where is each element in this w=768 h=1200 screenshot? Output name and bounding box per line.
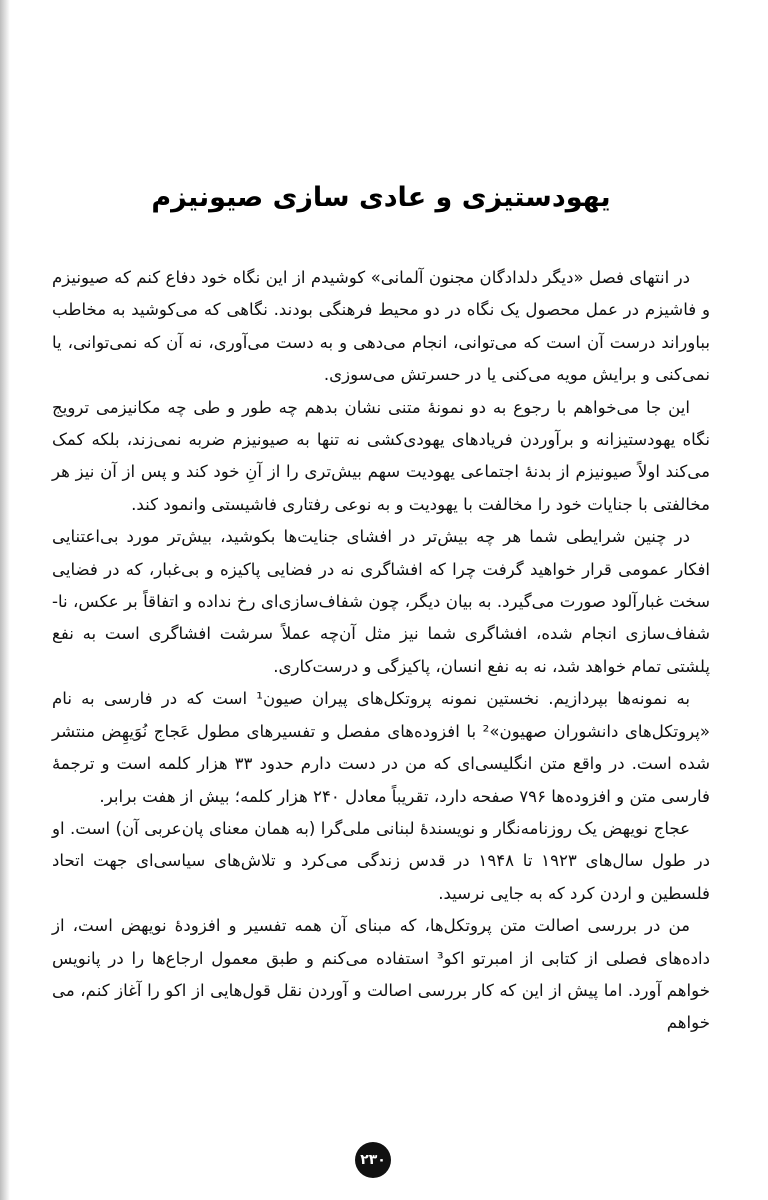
page-content (52, 178, 710, 1040)
paragraph-5: عجاج نویهض یک روزنامه‌نگار و نویسندهٔ لبنانی ملی‌گرا (به همان معنای پان‌عربی آن) است. او در طول سال‌های ۱۹۲۳ تا ۱۹۴۸ در قدس زندگی می‌کرد و تلاش‌های سیاسی‌ای جهت اتحاد فلسطین و اردن کرد که به جایی نرسید. (52, 818, 711, 903)
paragraph-1: در انتهای فصل «دیگر دلدادگان مجنون آلمانی» کوشیدم از این نگاه خود دفاع کنم که صیونیزم و فاشیزم در عمل محصول یک نگاه در دو محیط فرهنگی بودند. نگاهی که می‌کوشید به مخاطب بباوراند درست آن است که می‌توانی، انجام می‌دهی و به دست می‌آوری، نه آن که نمی‌توانی، یا نمی‌کنی و برایش مویه می‌کنی یا در حسرتش می‌سوزی. (52, 268, 710, 385)
chapter-title: یهودستیزی و عادی سازی صیونیزم (151, 182, 611, 213)
page-gutter-shadow (0, 0, 10, 1200)
paragraph-6: من در بررسی اصالت متن پروتکل‌ها، که مبنای آن همه تفسیر و افزودهٔ نویهض است، از داده‌های فصلی از کتابی از امبرتو اکو³ استفاده می‌کنم و طبق معمول ارجاع‌ها را در پانویس خواهم آورد. اما پیش از این که کار بررسی اصالت و آوردن نقل قول‌هایی از اکو را آغاز کنم، می خواهم (52, 916, 710, 1033)
paragraph-2: این جا می‌خواهم با رجوع به دو نمونهٔ متنی نشان بدهم چه طور و طی چه مکانیزمی ترویج نگاه یهودستیزانه و برآوردن فریادهای یهودی‌کشی نه تنها به صیونیزم ضربه نمی‌زند، بلکه کمک می‌کند اولاً صیونیزم از بدنهٔ اجتماعی یهودیت سهم بیش‌تری را از آنِ خود کند و پس از آن نیز هر مخالفتی با جنایات خود را مخالفت با یهودیت و به نوعی رفتاری فاشیستی وانمود کند. (52, 397, 710, 514)
page-number-badge (355, 1142, 391, 1178)
paragraph-3: در چنین شرایطی شما هر چه بیش‌تر در افشای جنایت‌ها بکوشید، بیش‌تر مورد بی‌اعتنایی افکار عمومی قرار خواهید گرفت چرا که افشاگری نه در فضایی پاکیزه و بی‌غبار، که در فضایی سخت غبارآلود صورت می‌گیرد. به بیان دیگر، چون شفاف‌سازی‌ای رخ نداده و اتفاقاً بر عکس، نا-شفاف‌سازی انجام شده، افشاگری شما نیز مثل آن‌چه عملاً سرشت افشاگری است به نفع پلشتی تمام خواهد شد، نه به نفع انسان، پاکیزگی و درست‌کاری. (52, 527, 710, 676)
page-number: ۲۳۰ (360, 1152, 386, 1168)
paragraph-4: به نمونه‌ها بپردازیم. نخستین نمونه پروتکل‌های پیران صیون¹ است که در فارسی به نام «پروتکل‌های دانشوران صهیون»² با افزوده‌های مفصل و تفسیرهای مطول عَجاج نُوَیهِض منتشر شده است. در واقع متن انگلیسی‌ای که من در دست دارم حدود ۳۳ هزار کلمه است و ترجمهٔ فارسی متن و افزوده‌ها ۷۹۶ صفحه دارد، تقریباً معادل ۲۴۰ هزار کلمه؛ بیش از هفت برابر. (52, 689, 711, 806)
